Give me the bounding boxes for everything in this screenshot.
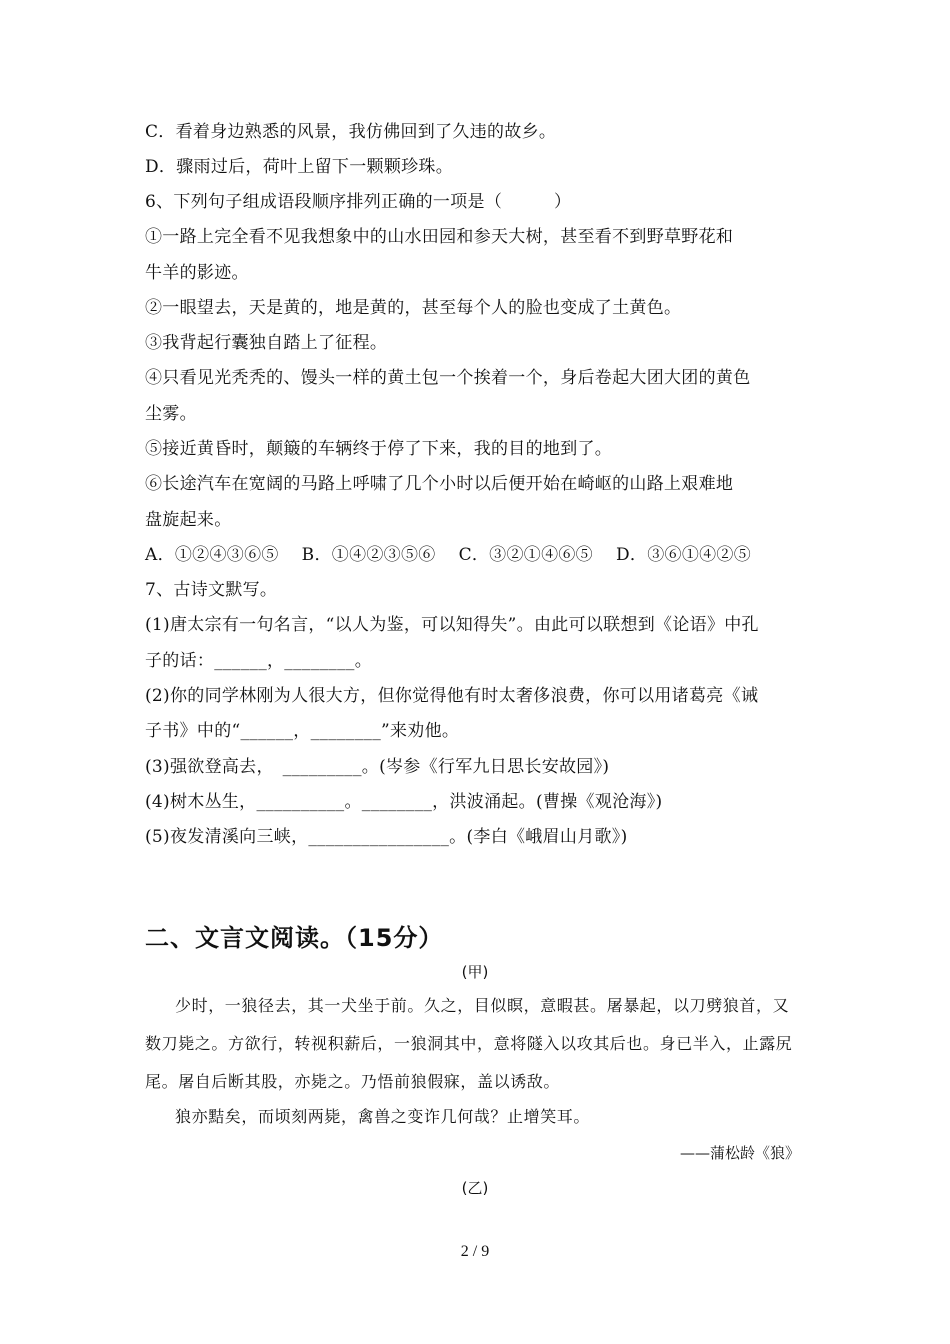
sentence-5: ⑤接近黄昏时，颠簸的车辆终于停了下来，我的目的地到了。	[145, 439, 613, 459]
passage-jia-label: (甲)	[461, 963, 489, 981]
item-5: (5)夜发清溪向三峡，________________。(李白《峨眉山月歌》)	[145, 827, 628, 847]
question-6-stem: 6、下列句子组成语段顺序排列正确的一项是（ ）	[145, 192, 572, 212]
question-7-stem: 7、古诗文默写。	[145, 580, 278, 600]
passage-line-1: 少时，一狼径去，其一犬坐于前。久之，目似瞑，意暇甚。屠暴起，以刀劈狼首，又	[175, 996, 790, 1015]
sentence-4-line-a: ④只看见光秃秃的、馒头一样的黄土包一个挨着一个，身后卷起大团大团的黄色	[145, 368, 751, 388]
item-3: (3)强欲登高去， _________。(岑参《行军九日思长安故园》)	[145, 757, 610, 777]
item-2-line-a: (2)你的同学林刚为人很大方，但你觉得他有时太奢侈浪费，你可以用诸葛亮《诫	[145, 686, 759, 706]
item-4: (4)树木丛生，__________。________，洪波涌起。(曹操《观沧海》)	[145, 792, 663, 812]
page-number: 2 / 9	[460, 1243, 490, 1260]
sentence-6-line-a: ⑥长途汽车在宽阔的马路上呼啸了几个小时以后便开始在崎岖的山路上艰难地	[145, 474, 734, 494]
sentence-2: ②一眼望去，天是黄的，地是黄的，甚至每个人的脸也变成了土黄色。	[145, 298, 682, 318]
item-1-line-b: 子的话：______，________。	[145, 651, 372, 671]
item-1-line-a: (1)唐太宗有一句名言，“以人为鉴，可以知得失”。由此可以联想到《论语》中孔	[145, 615, 759, 635]
section-2-heading: 二、文言文阅读。（15分）	[145, 924, 444, 952]
sentence-3: ③我背起行囊独自踏上了征程。	[145, 333, 388, 353]
sentence-1-line-a: ①一路上完全看不见我想象中的山水田园和参天大树，甚至看不到野草野花和	[145, 227, 734, 247]
passage-line-4: 狼亦黠矣，而顷刻两毙，禽兽之变诈几何哉？止增笑耳。	[175, 1107, 591, 1126]
passage-attribution: ——蒲松龄《狼》	[679, 1144, 800, 1162]
option-d-line: D．骤雨过后，荷叶上留下一颗颗珍珠。	[145, 157, 454, 177]
passage-line-3: 尾。屠自后断其股，亦毙之。乃悟前狼假寐，盖以诱敌。	[145, 1072, 561, 1091]
sentence-6-line-b: 盘旋起来。	[145, 510, 232, 530]
passage-yi-label: (乙)	[461, 1179, 489, 1197]
item-2-line-b: 子书》中的“______，________”来劝他。	[145, 721, 460, 741]
passage-line-2: 数刀毙之。方欲行，转视积薪后，一狼洞其中，意将隧入以攻其后也。身已半入，止露尻	[145, 1034, 793, 1053]
option-c-line: C．看着身边熟悉的风景，我仿佛回到了久违的故乡。	[145, 122, 557, 142]
sentence-1-line-b: 牛羊的影迹。	[145, 263, 249, 283]
question-6-options: A．①②④③⑥⑤ B．①④②③⑤⑥ C．③②①④⑥⑤ D．③⑥①④②⑤	[145, 545, 752, 565]
sentence-4-line-b: 尘雾。	[145, 404, 197, 424]
